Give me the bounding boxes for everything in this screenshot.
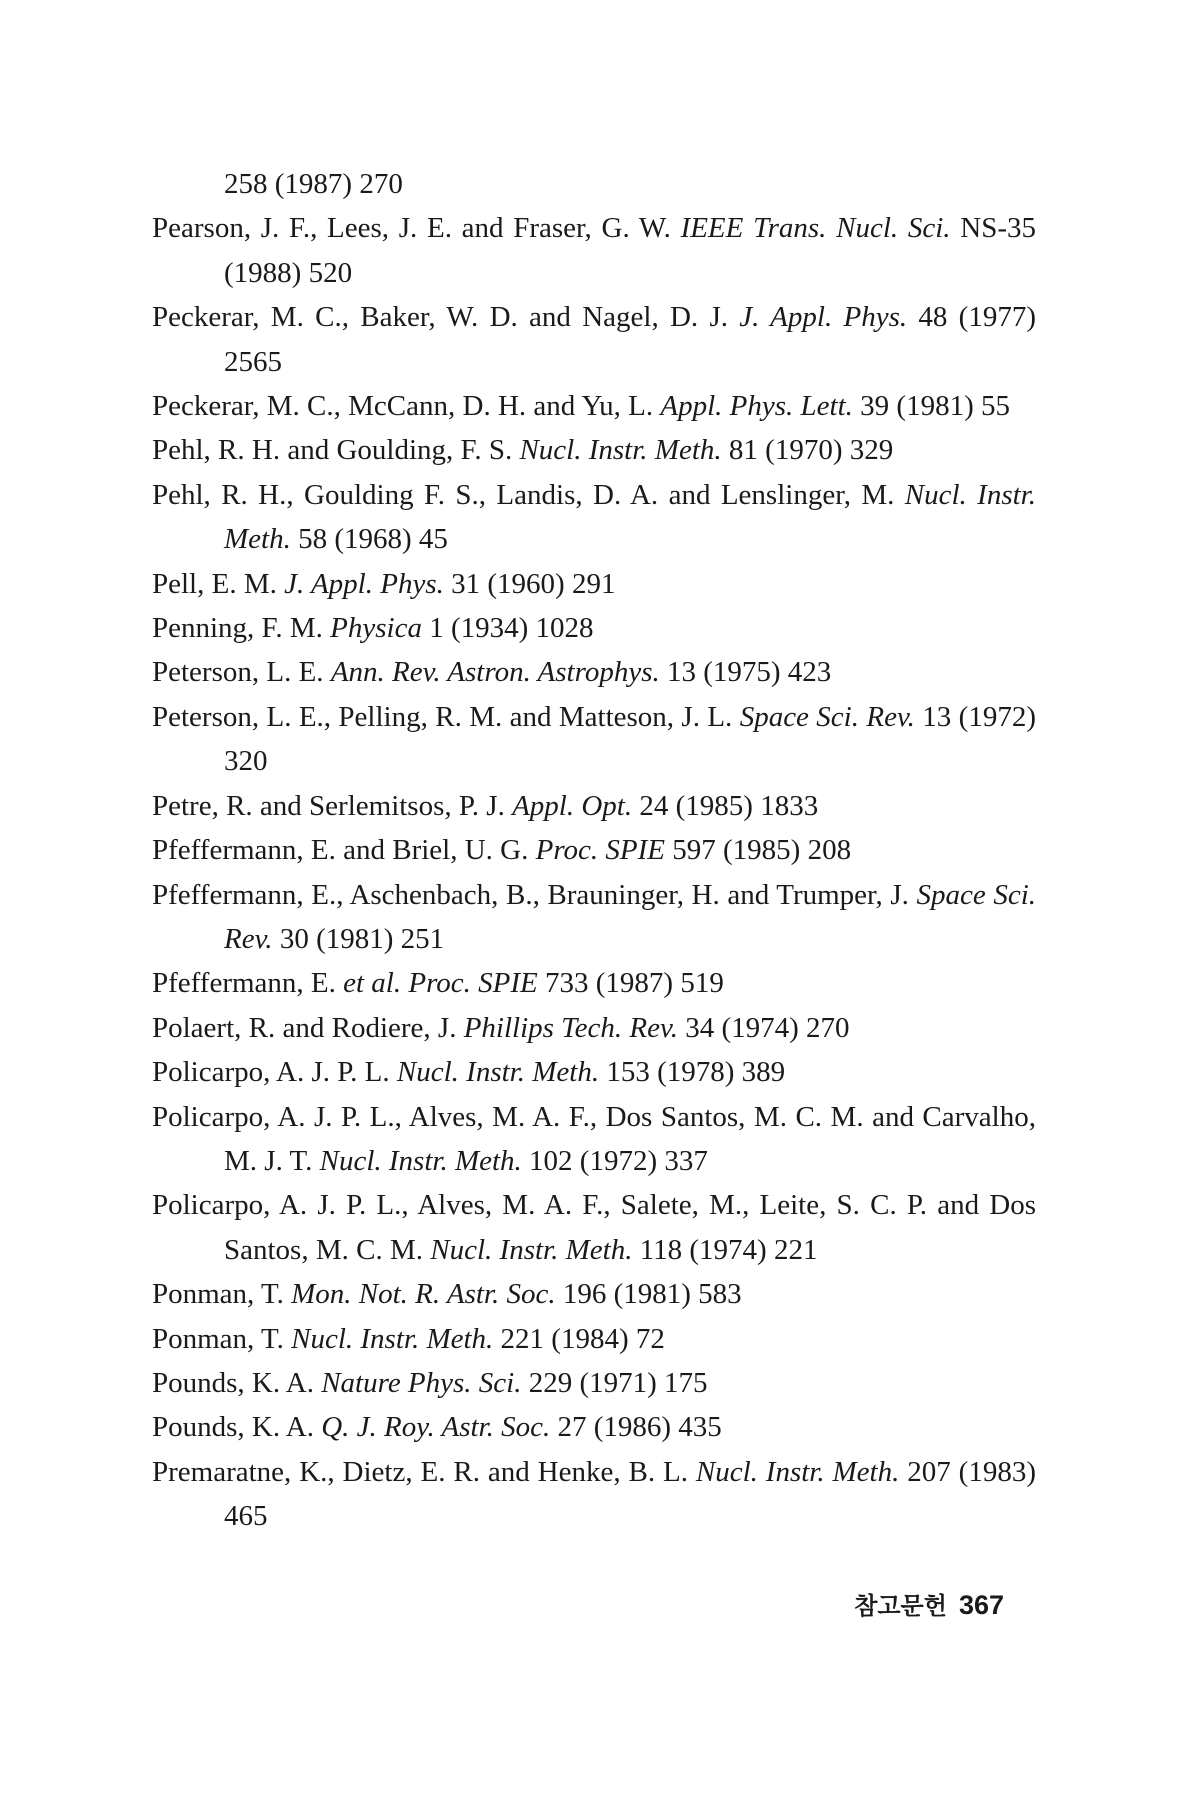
reference-journal: J. Appl. Phys. — [739, 301, 908, 334]
reference-text: 196 (1981) 583 — [555, 1278, 742, 1311]
reference-text: 13 (1975) 423 — [659, 656, 832, 689]
reference-text: Polaert, R. and Rodiere, J. — [152, 1011, 464, 1044]
reference-journal: Proc. SPIE — [535, 834, 666, 867]
reference-text: Petre, R. and Serlemitsos, P. J. — [152, 789, 513, 822]
reference-text: NS-35 (1988) 520 — [224, 212, 1036, 289]
reference-text: 118 (1974) 221 — [632, 1233, 818, 1266]
reference-text: 48 (1977) 2565 — [224, 301, 1036, 378]
reference-journal: Space Sci. Rev. — [224, 878, 1037, 955]
reference-text: 221 (1984) 72 — [493, 1322, 665, 1355]
reference-journal: Nucl. Instr. Meth. — [291, 1322, 494, 1355]
reference-text: Pounds, K. A. — [152, 1366, 322, 1399]
reference-text: Ponman, T. — [152, 1278, 292, 1311]
reference-text: 207 (1983) 465 — [224, 1455, 1036, 1533]
reference-text: Pfeffermann, E. — [152, 967, 344, 1000]
reference-text: 102 (1972) 337 — [521, 1144, 708, 1177]
reference-entry — [152, 1095, 1036, 1184]
reference-text: Policarpo, A. J. P. L. — [152, 1056, 397, 1089]
reference-entry — [152, 873, 1036, 962]
reference-text: 39 (1981) 55 — [852, 390, 1010, 423]
reference-journal: Nature Phys. Sci. — [321, 1366, 522, 1399]
reference-text: Pell, E. M. — [152, 567, 285, 600]
reference-journal: Ann. Rev. Astron. Astrophys. — [330, 656, 660, 689]
reference-entry — [152, 473, 1036, 562]
reference-journal: J. Appl. Phys. — [284, 567, 444, 600]
section-label: 참고문헌 — [854, 1592, 947, 1620]
reference-journal: Space Sci. Rev. — [739, 700, 915, 733]
reference-entry — [152, 206, 1036, 295]
reference-text: Pfeffermann, E., Aschenbach, B., Brauninger, H. and Trumper, J. — [152, 878, 917, 911]
reference-entry — [152, 695, 1036, 784]
reference-text: 229 (1971) 175 — [521, 1366, 708, 1399]
reference-text: 153 (1978) 389 — [599, 1056, 786, 1089]
reference-entry — [152, 961, 1036, 1005]
reference-journal: Appl. Opt. — [512, 789, 633, 822]
reference-journal: Nucl. Instr. Meth. — [396, 1056, 600, 1089]
reference-journal: et al. — [343, 967, 402, 1000]
reference-text: 30 (1981) 251 — [272, 922, 445, 955]
reference-text: Pfeffermann, E. and Briel, U. G. — [152, 834, 536, 867]
reference-entry — [152, 606, 1036, 650]
reference-entry — [152, 784, 1036, 828]
reference-text: Pehl, R. H. and Goulding, F. S. — [152, 434, 520, 467]
reference-text: 58 (1968) 45 — [290, 523, 448, 556]
reference-text: 24 (1985) 1833 — [632, 789, 819, 822]
reference-text: 81 (1970) 329 — [721, 434, 894, 467]
reference-journal: Nucl. Instr. Meth. — [519, 434, 722, 467]
reference-entry — [152, 1405, 1036, 1449]
reference-entry — [152, 1050, 1036, 1094]
reference-list — [152, 162, 1036, 1539]
reference-text: Premaratne, K., Dietz, E. R. and Henke, B. L. — [152, 1455, 696, 1488]
reference-text: 27 (1986) 435 — [550, 1411, 722, 1444]
reference-entry — [152, 428, 1036, 472]
reference-text: Pehl, R. H., Goulding F. S., Landis, D. A. and Lenslinger, M. — [152, 478, 905, 511]
reference-text: 31 (1960) 291 — [443, 567, 616, 600]
reference-journal: Physica — [330, 612, 422, 645]
reference-text: 733 (1987) 519 — [537, 967, 724, 1000]
reference-entry — [152, 1006, 1036, 1050]
reference-entry — [152, 650, 1036, 694]
reference-journal: Appl. Phys. Lett. — [660, 390, 853, 423]
reference-text: Policarpo, A. J. P. L., Alves, M. A. F., Dos Santos, M. C. M. and Carvalho, M. J. T. — [152, 1100, 1036, 1177]
reference-journal: Nucl. Instr. Meth. — [695, 1455, 900, 1488]
reference-entry — [152, 1272, 1036, 1316]
reference-journal: Mon. Not. R. Astr. Soc. — [291, 1278, 556, 1311]
reference-text: 34 (1974) 270 — [677, 1011, 850, 1044]
reference-journal: Phillips Tech. Rev. — [463, 1011, 678, 1044]
page-footer — [854, 1586, 1004, 1621]
reference-continuation — [152, 162, 1036, 206]
reference-text: 13 (1972) 320 — [224, 700, 1036, 778]
reference-text: 597 (1985) 208 — [665, 834, 852, 867]
reference-journal: IEEE Trans. Nucl. Sci. — [680, 212, 951, 245]
reference-entry — [152, 562, 1036, 606]
reference-text: Peckerar, M. C., McCann, D. H. and Yu, L. — [152, 390, 661, 423]
reference-text: Peckerar, M. C., Baker, W. D. and Nagel, D. J. — [152, 301, 740, 334]
reference-entry — [152, 828, 1036, 872]
reference-journal: Q. J. Roy. Astr. Soc. — [321, 1411, 551, 1444]
reference-text: Pounds, K. A. — [152, 1411, 322, 1444]
reference-text: 1 (1934) 1028 — [421, 612, 594, 645]
page-number: 367 — [958, 1590, 1004, 1620]
reference-text: Pearson, J. F., Lees, J. E. and Fraser, G. W. — [152, 212, 681, 245]
reference-journal: Proc. SPIE — [408, 967, 538, 1000]
reference-entry — [152, 384, 1036, 428]
reference-entry — [152, 1361, 1036, 1405]
reference-journal: Nucl. Instr. Meth. — [319, 1144, 522, 1177]
reference-entry — [152, 1317, 1036, 1361]
reference-text: 258 (1987) 270 — [224, 168, 403, 200]
reference-journal: Nucl. Instr. Meth. — [430, 1233, 633, 1266]
reference-entry — [152, 1450, 1036, 1539]
reference-journal: Nucl. Instr. Meth. — [224, 478, 1037, 556]
reference-entry — [152, 295, 1036, 384]
reference-text: Peterson, L. E., Pelling, R. M. and Matteson, J. L. — [152, 700, 740, 733]
reference-text: Peterson, L. E. — [152, 656, 331, 689]
reference-text: Penning, F. M. — [152, 612, 331, 645]
reference-text: Policarpo, A. J. P. L., Alves, M. A. F., Salete, M., Leite, S. C. P. and Dos Santos, M. C. M. — [152, 1189, 1036, 1266]
reference-text: Ponman, T. — [152, 1322, 292, 1355]
reference-entry — [152, 1183, 1036, 1272]
